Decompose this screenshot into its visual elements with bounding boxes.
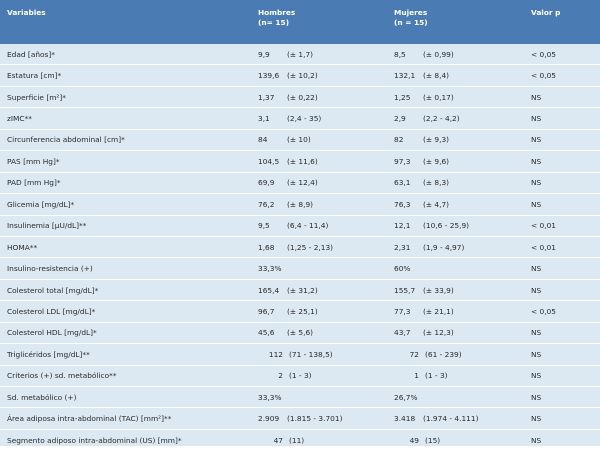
hombres-value: 165,4 — [258, 285, 280, 295]
mujeres-dispersion: (1,9 - 4,97) — [423, 242, 465, 252]
variable-label: zIMC** — [7, 114, 32, 124]
hombres-dispersion: (± 5,6) — [287, 328, 314, 338]
p-value: NS — [531, 328, 542, 338]
mujeres-cell — [392, 157, 530, 166]
mujeres-value: 72 — [409, 349, 419, 359]
hombres-value: 2 — [278, 371, 283, 381]
mujeres-cell — [392, 264, 530, 273]
mujeres-cell — [392, 371, 530, 380]
hombres-cell — [255, 221, 392, 230]
table-row — [0, 151, 600, 172]
hombres-dispersion: (± 1,7) — [287, 49, 314, 59]
mujeres-value: 2,31 — [394, 242, 411, 252]
p-value: NS — [531, 156, 542, 166]
hombres-value: 33,3% — [258, 264, 282, 274]
variable-label: Colesterol HDL [mg/dL]* — [7, 328, 97, 338]
variable-label: Triglicéridos [mg/dL]** — [7, 349, 90, 359]
hombres-dispersion: (71 - 138,5) — [289, 349, 333, 359]
mujeres-dispersion: (± 8,3) — [423, 178, 450, 188]
table-row — [0, 65, 600, 86]
hombres-cell — [255, 114, 392, 123]
hombres-dispersion: (6,4 - 11,4) — [287, 221, 329, 231]
hombres-value: 2.909 — [258, 414, 280, 424]
header-mujeres-n: (n = 15) — [394, 18, 428, 27]
hombres-value: 45,6 — [258, 328, 275, 338]
hombres-cell — [255, 50, 392, 59]
p-value: < 0,01 — [531, 242, 556, 252]
p-value: < 0,05 — [531, 71, 556, 81]
mujeres-cell — [392, 393, 530, 402]
mujeres-cell — [392, 243, 530, 252]
variable-label: Circunferencia abdominal [cm]* — [7, 135, 125, 145]
variable-label: Colesterol LDL [mg/dL]* — [7, 306, 96, 316]
table-row — [0, 108, 600, 129]
mujeres-dispersion: (15) — [425, 435, 441, 445]
mujeres-dispersion: (± 12,3) — [423, 328, 454, 338]
mujeres-value: 97,3 — [394, 156, 411, 166]
hombres-dispersion: (2,4 - 35) — [287, 114, 322, 124]
hombres-value: 33,3% — [258, 392, 282, 402]
mujeres-dispersion: (1.974 - 4.111) — [423, 414, 479, 424]
variable-label: Área adiposa intra-abdominal (TAC) [mm²]** — [7, 414, 172, 424]
table-row — [0, 130, 600, 151]
table-row — [0, 237, 600, 258]
table-row — [0, 280, 600, 301]
mujeres-cell — [392, 436, 530, 445]
hombres-dispersion: (11) — [289, 435, 305, 445]
variable-label: Insulino-resistencia (+) — [7, 264, 93, 274]
hombres-dispersion: (± 12,4) — [287, 178, 318, 188]
mujeres-value: 76,3 — [394, 199, 411, 209]
hombres-dispersion: (± 31,2) — [287, 285, 318, 295]
hombres-dispersion: (± 11,6) — [287, 156, 318, 166]
hombres-cell — [255, 307, 392, 316]
header-hombres-label: Hombres — [258, 8, 296, 17]
mujeres-value: 1,25 — [394, 92, 411, 102]
header-hombres-n: (n= 15) — [258, 18, 290, 27]
mujeres-dispersion: (± 21,1) — [423, 306, 454, 316]
mujeres-cell — [392, 50, 530, 59]
mujeres-cell — [392, 286, 530, 295]
mujeres-cell — [392, 135, 530, 144]
hombres-dispersion: (1,25 - 2,13) — [287, 242, 334, 252]
p-value: < 0,01 — [531, 221, 556, 231]
variable-label: PAS [mm Hg]* — [7, 156, 60, 166]
p-value: NS — [531, 264, 542, 274]
hombres-dispersion: (± 10,2) — [287, 71, 318, 81]
mujeres-value: 63,1 — [394, 178, 411, 188]
hombres-value: 47 — [273, 435, 283, 445]
table-row — [0, 194, 600, 215]
mujeres-cell — [392, 200, 530, 209]
hombres-value: 3,1 — [258, 114, 270, 124]
table-row — [0, 323, 600, 344]
mujeres-value: 82 — [394, 135, 404, 145]
mujeres-value: 12,1 — [394, 221, 411, 231]
mujeres-cell — [392, 114, 530, 123]
hombres-value: 76,2 — [258, 199, 275, 209]
variable-label: Edad [años]* — [7, 49, 55, 59]
hombres-value: 9,9 — [258, 49, 270, 59]
mujeres-dispersion: (± 8,4) — [423, 71, 450, 81]
hombres-cell — [255, 71, 392, 80]
hombres-cell — [255, 135, 392, 144]
mujeres-dispersion: (10,6 - 25,9) — [423, 221, 470, 231]
hombres-cell — [255, 157, 392, 166]
mujeres-cell — [392, 328, 530, 337]
hombres-value: 104,5 — [258, 156, 280, 166]
table-row — [0, 44, 600, 65]
hombres-cell — [255, 286, 392, 295]
p-value: NS — [531, 178, 542, 188]
hombres-value: 84 — [258, 135, 268, 145]
hombres-cell — [255, 243, 392, 252]
table-row — [0, 87, 600, 108]
p-value: NS — [531, 114, 542, 124]
hombres-dispersion: (1.815 - 3.701) — [287, 414, 343, 424]
mujeres-dispersion: (± 33,9) — [423, 285, 454, 295]
mujeres-value: 43,7 — [394, 328, 411, 338]
hombres-value: 9,5 — [258, 221, 270, 231]
mujeres-dispersion: (± 9,3) — [423, 135, 450, 145]
hombres-dispersion: (± 10) — [287, 135, 311, 145]
p-value: < 0,05 — [531, 49, 556, 59]
hombres-cell — [255, 350, 392, 359]
variable-label: Estatura [cm]* — [7, 71, 62, 81]
mujeres-cell — [392, 93, 530, 102]
header-valor-p: Valor p — [531, 8, 561, 17]
mujeres-cell — [392, 350, 530, 359]
table-body — [0, 44, 600, 451]
hombres-cell — [255, 393, 392, 402]
p-value: NS — [531, 371, 542, 381]
p-value: NS — [531, 349, 542, 359]
hombres-cell — [255, 264, 392, 273]
variable-label: Insulinemia [µU/dL]** — [7, 221, 87, 231]
p-value: NS — [531, 135, 542, 145]
hombres-dispersion: (1 - 3) — [289, 371, 312, 381]
hombres-dispersion: (± 8,9) — [287, 199, 314, 209]
mujeres-cell — [392, 71, 530, 80]
variable-label: HOMA** — [7, 242, 38, 252]
p-value: NS — [531, 199, 542, 209]
table-row — [0, 301, 600, 322]
mujeres-dispersion: (± 0,17) — [423, 92, 454, 102]
p-value: NS — [531, 435, 542, 445]
hombres-cell — [255, 371, 392, 380]
mujeres-dispersion: (2,2 - 4,2) — [423, 114, 460, 124]
hombres-dispersion: (± 25,1) — [287, 306, 318, 316]
mujeres-value: 132,1 — [394, 71, 416, 81]
variable-label: PAD [mm Hg]* — [7, 178, 61, 188]
mujeres-cell — [392, 414, 530, 423]
header-mujeres-label: Mujeres — [394, 8, 428, 17]
mujeres-dispersion: (± 4,7) — [423, 199, 450, 209]
mujeres-value: 26,7% — [394, 392, 418, 402]
hombres-value: 69,9 — [258, 178, 275, 188]
table-row — [0, 344, 600, 365]
p-value: NS — [531, 92, 542, 102]
hombres-value: 112 — [268, 349, 283, 359]
header-mujeres — [392, 8, 530, 28]
p-value: NS — [531, 414, 542, 424]
p-value: NS — [531, 392, 542, 402]
table-row — [0, 408, 600, 429]
table-header — [0, 0, 600, 44]
mujeres-value: 2,9 — [394, 114, 406, 124]
table-row — [0, 366, 600, 387]
variable-label: Superficie [m²]* — [7, 92, 66, 102]
hombres-cell — [255, 93, 392, 102]
mujeres-dispersion: (1 - 3) — [425, 371, 448, 381]
header-hombres — [255, 8, 392, 28]
hombres-cell — [255, 436, 392, 445]
mujeres-value: 1 — [414, 371, 419, 381]
mujeres-cell — [392, 307, 530, 316]
mujeres-cell — [392, 178, 530, 187]
mujeres-value: 60% — [394, 264, 411, 274]
mujeres-value: 155,7 — [394, 285, 416, 295]
mujeres-dispersion: (± 9,6) — [423, 156, 450, 166]
mujeres-cell — [392, 221, 530, 230]
hombres-value: 96,7 — [258, 306, 275, 316]
variable-label: Colesterol total [mg/dL]* — [7, 285, 99, 295]
hombres-cell — [255, 414, 392, 423]
hombres-value: 1,37 — [258, 92, 275, 102]
p-value: NS — [531, 285, 542, 295]
table-row — [0, 216, 600, 237]
hombres-value: 139,6 — [258, 71, 280, 81]
hombres-cell — [255, 200, 392, 209]
table-row — [0, 258, 600, 279]
hombres-value: 1,68 — [258, 242, 275, 252]
header-variables: Variables — [7, 8, 46, 17]
table-row — [0, 387, 600, 408]
mujeres-value: 77,3 — [394, 306, 411, 316]
table-row — [0, 430, 600, 451]
p-value: < 0,05 — [531, 306, 556, 316]
mujeres-value: 49 — [409, 435, 419, 445]
hombres-dispersion: (± 0,22) — [287, 92, 318, 102]
mujeres-dispersion: (± 0,99) — [423, 49, 454, 59]
mujeres-dispersion: (61 - 239) — [425, 349, 462, 359]
mujeres-value: 8,5 — [394, 49, 406, 59]
variable-label: Sd. metabólico (+) — [7, 392, 77, 402]
variable-label: Segmento adiposo intra-abdominal (US) [mm]* — [7, 435, 182, 445]
variable-label: Criterios (+) sd. metabólico** — [7, 371, 117, 381]
hombres-cell — [255, 328, 392, 337]
table-row — [0, 173, 600, 194]
hombres-cell — [255, 178, 392, 187]
mujeres-value: 3.418 — [394, 414, 416, 424]
variable-label: Glicemia [mg/dL]* — [7, 199, 75, 209]
